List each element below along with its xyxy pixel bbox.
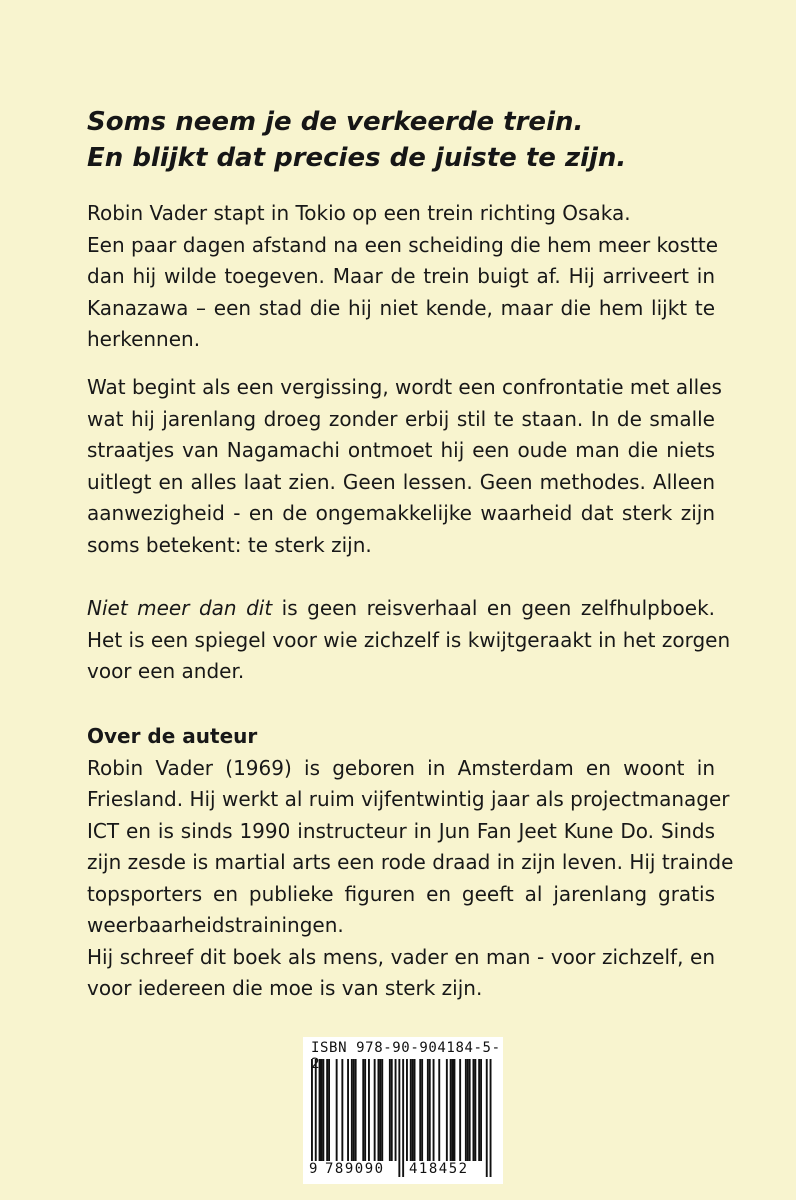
barcode-bar [321, 1059, 323, 1161]
barcode-bar [429, 1059, 431, 1161]
tagline-line-1: Soms neem je de verkeerde trein. [87, 107, 584, 137]
text-line: voor een ander. [87, 659, 245, 683]
barcode-bars [303, 1059, 503, 1177]
isbn-digits-left: 789090 [325, 1161, 385, 1177]
text-line: Friesland. Hij werkt al ruim vijfentwintig jaar als projectmanager [87, 787, 730, 811]
barcode-bar [395, 1059, 397, 1161]
author-section [87, 721, 734, 1005]
text-line: wat hij jarenlang droeg zonder erbij stil te staan. In de smalle [87, 406, 715, 431]
barcode-bar [378, 1059, 380, 1161]
barcode-bar [450, 1059, 452, 1161]
barcode-bar [364, 1059, 366, 1161]
text-line: Kanazawa – een stad die hij niet kende, maar die hem lijkt te [87, 295, 715, 320]
text-line: Robin Vader (1969) is geboren in Amsterdam en woont in [87, 755, 715, 780]
barcode-bar [341, 1059, 343, 1161]
barcode-bar [311, 1059, 313, 1177]
barcode-bar [336, 1059, 338, 1161]
barcode-bar [319, 1059, 321, 1161]
barcode-bar [381, 1059, 383, 1161]
barcode-bar [368, 1059, 370, 1161]
text-line: voor iedereen die moe is van sterk zijn. [87, 976, 483, 1000]
barcode-bar [469, 1059, 471, 1161]
text-line: Robin Vader stapt in Tokio op een trein richting Osaka. [87, 201, 631, 225]
barcode-bar [355, 1059, 357, 1161]
text-line: weerbaarheidstrainingen. [87, 913, 344, 937]
barcode-bar [427, 1059, 429, 1161]
isbn-barcode [303, 1037, 503, 1184]
synopsis-paragraph-2 [87, 372, 722, 561]
text-line: straatjes van Nagamachi ontmoet hij een oude man die niets [87, 438, 715, 462]
barcode-bar [480, 1059, 482, 1161]
barcode-bar [326, 1059, 328, 1161]
barcode-bar [398, 1059, 400, 1177]
book-title-italic: Niet meer dan dit [87, 596, 273, 620]
text-line: Een paar dagen afstand na een scheiding die hem meer kostte [87, 232, 719, 257]
text-line: uitlegt en alles laat zien. Geen lessen. Geen methodes. Alleen [87, 469, 715, 494]
text-line: Wat begint als een vergissing, wordt een confrontatie met alles [87, 375, 722, 399]
author-heading: Over de auteur [87, 724, 258, 748]
text-line [87, 593, 715, 625]
text-line: dan hij wilde toegeven. Maar de trein buigt af. Hij arriveert in [87, 264, 715, 288]
barcode-bar [446, 1059, 448, 1161]
barcode-bar [362, 1059, 364, 1161]
isbn-digit-first: 9 [309, 1161, 318, 1177]
barcode-bar [389, 1059, 391, 1161]
barcode-bar [414, 1059, 416, 1161]
text-line: ICT en is sinds 1990 instructeur in Jun Fan Jeet Kune Do. Sinds [87, 818, 715, 843]
isbn-digits-right: 418452 [409, 1161, 469, 1177]
barcode-bar [379, 1059, 381, 1161]
text-line: Hij schreef dit boek als mens, vader en man - voor zichzelf, en [87, 944, 715, 969]
barcode-bar [474, 1059, 476, 1161]
barcode-bar [410, 1059, 412, 1161]
barcode-bar [315, 1059, 317, 1177]
barcode-bar [465, 1059, 467, 1161]
barcode-bar [353, 1059, 355, 1161]
text-fragment: is geen reisverhaal en geen zelfhulpboek. [272, 596, 716, 620]
barcode-bar [322, 1059, 324, 1161]
tagline-line-2: En blijkt dat precies de juiste te zijn. [87, 143, 627, 173]
isbn-label: ISBN 978-90-904184-5- [311, 1040, 501, 1056]
isbn-digits [303, 1161, 503, 1181]
text-line: aanwezigheid - en de ongemakkelijke waarheid dat sterk zijn [87, 501, 715, 525]
barcode-bar [438, 1059, 440, 1161]
barcode-bar [467, 1059, 469, 1161]
text-line: zijn zesde is martial arts een rode draad in zijn leven. Hij trainde [87, 850, 734, 874]
text-line: topsporters en publieke figuren en geeft al jarenlang gratis [87, 881, 715, 906]
barcode-bar [490, 1059, 492, 1177]
barcode-bar [486, 1059, 488, 1177]
synopsis-paragraph-1 [87, 198, 719, 356]
text-line: herkennen. [87, 327, 201, 351]
barcode-bar [351, 1059, 353, 1161]
barcode-bar [328, 1059, 330, 1161]
barcode-bar [452, 1059, 454, 1161]
barcode-bar [433, 1059, 435, 1161]
barcode-bar [454, 1059, 456, 1161]
barcode-bar [374, 1059, 376, 1161]
barcode-bar [391, 1059, 393, 1161]
text-line: Het is een spiegel voor wie zichzelf is kwijtgeraakt in het zorgen [87, 627, 731, 652]
barcode-bar [412, 1059, 414, 1161]
barcode-bar [406, 1059, 408, 1161]
barcode-bar [419, 1059, 421, 1161]
tagline [87, 104, 727, 176]
barcode-bar [421, 1059, 423, 1161]
synopsis-paragraph-3 [87, 593, 731, 688]
barcode-bar [402, 1059, 404, 1177]
barcode-bar [459, 1059, 461, 1161]
barcode-bar [473, 1059, 475, 1161]
text-line: soms betekent: te sterk zijn. [87, 532, 372, 557]
barcode-bar [478, 1059, 480, 1161]
barcode-bar [347, 1059, 349, 1161]
